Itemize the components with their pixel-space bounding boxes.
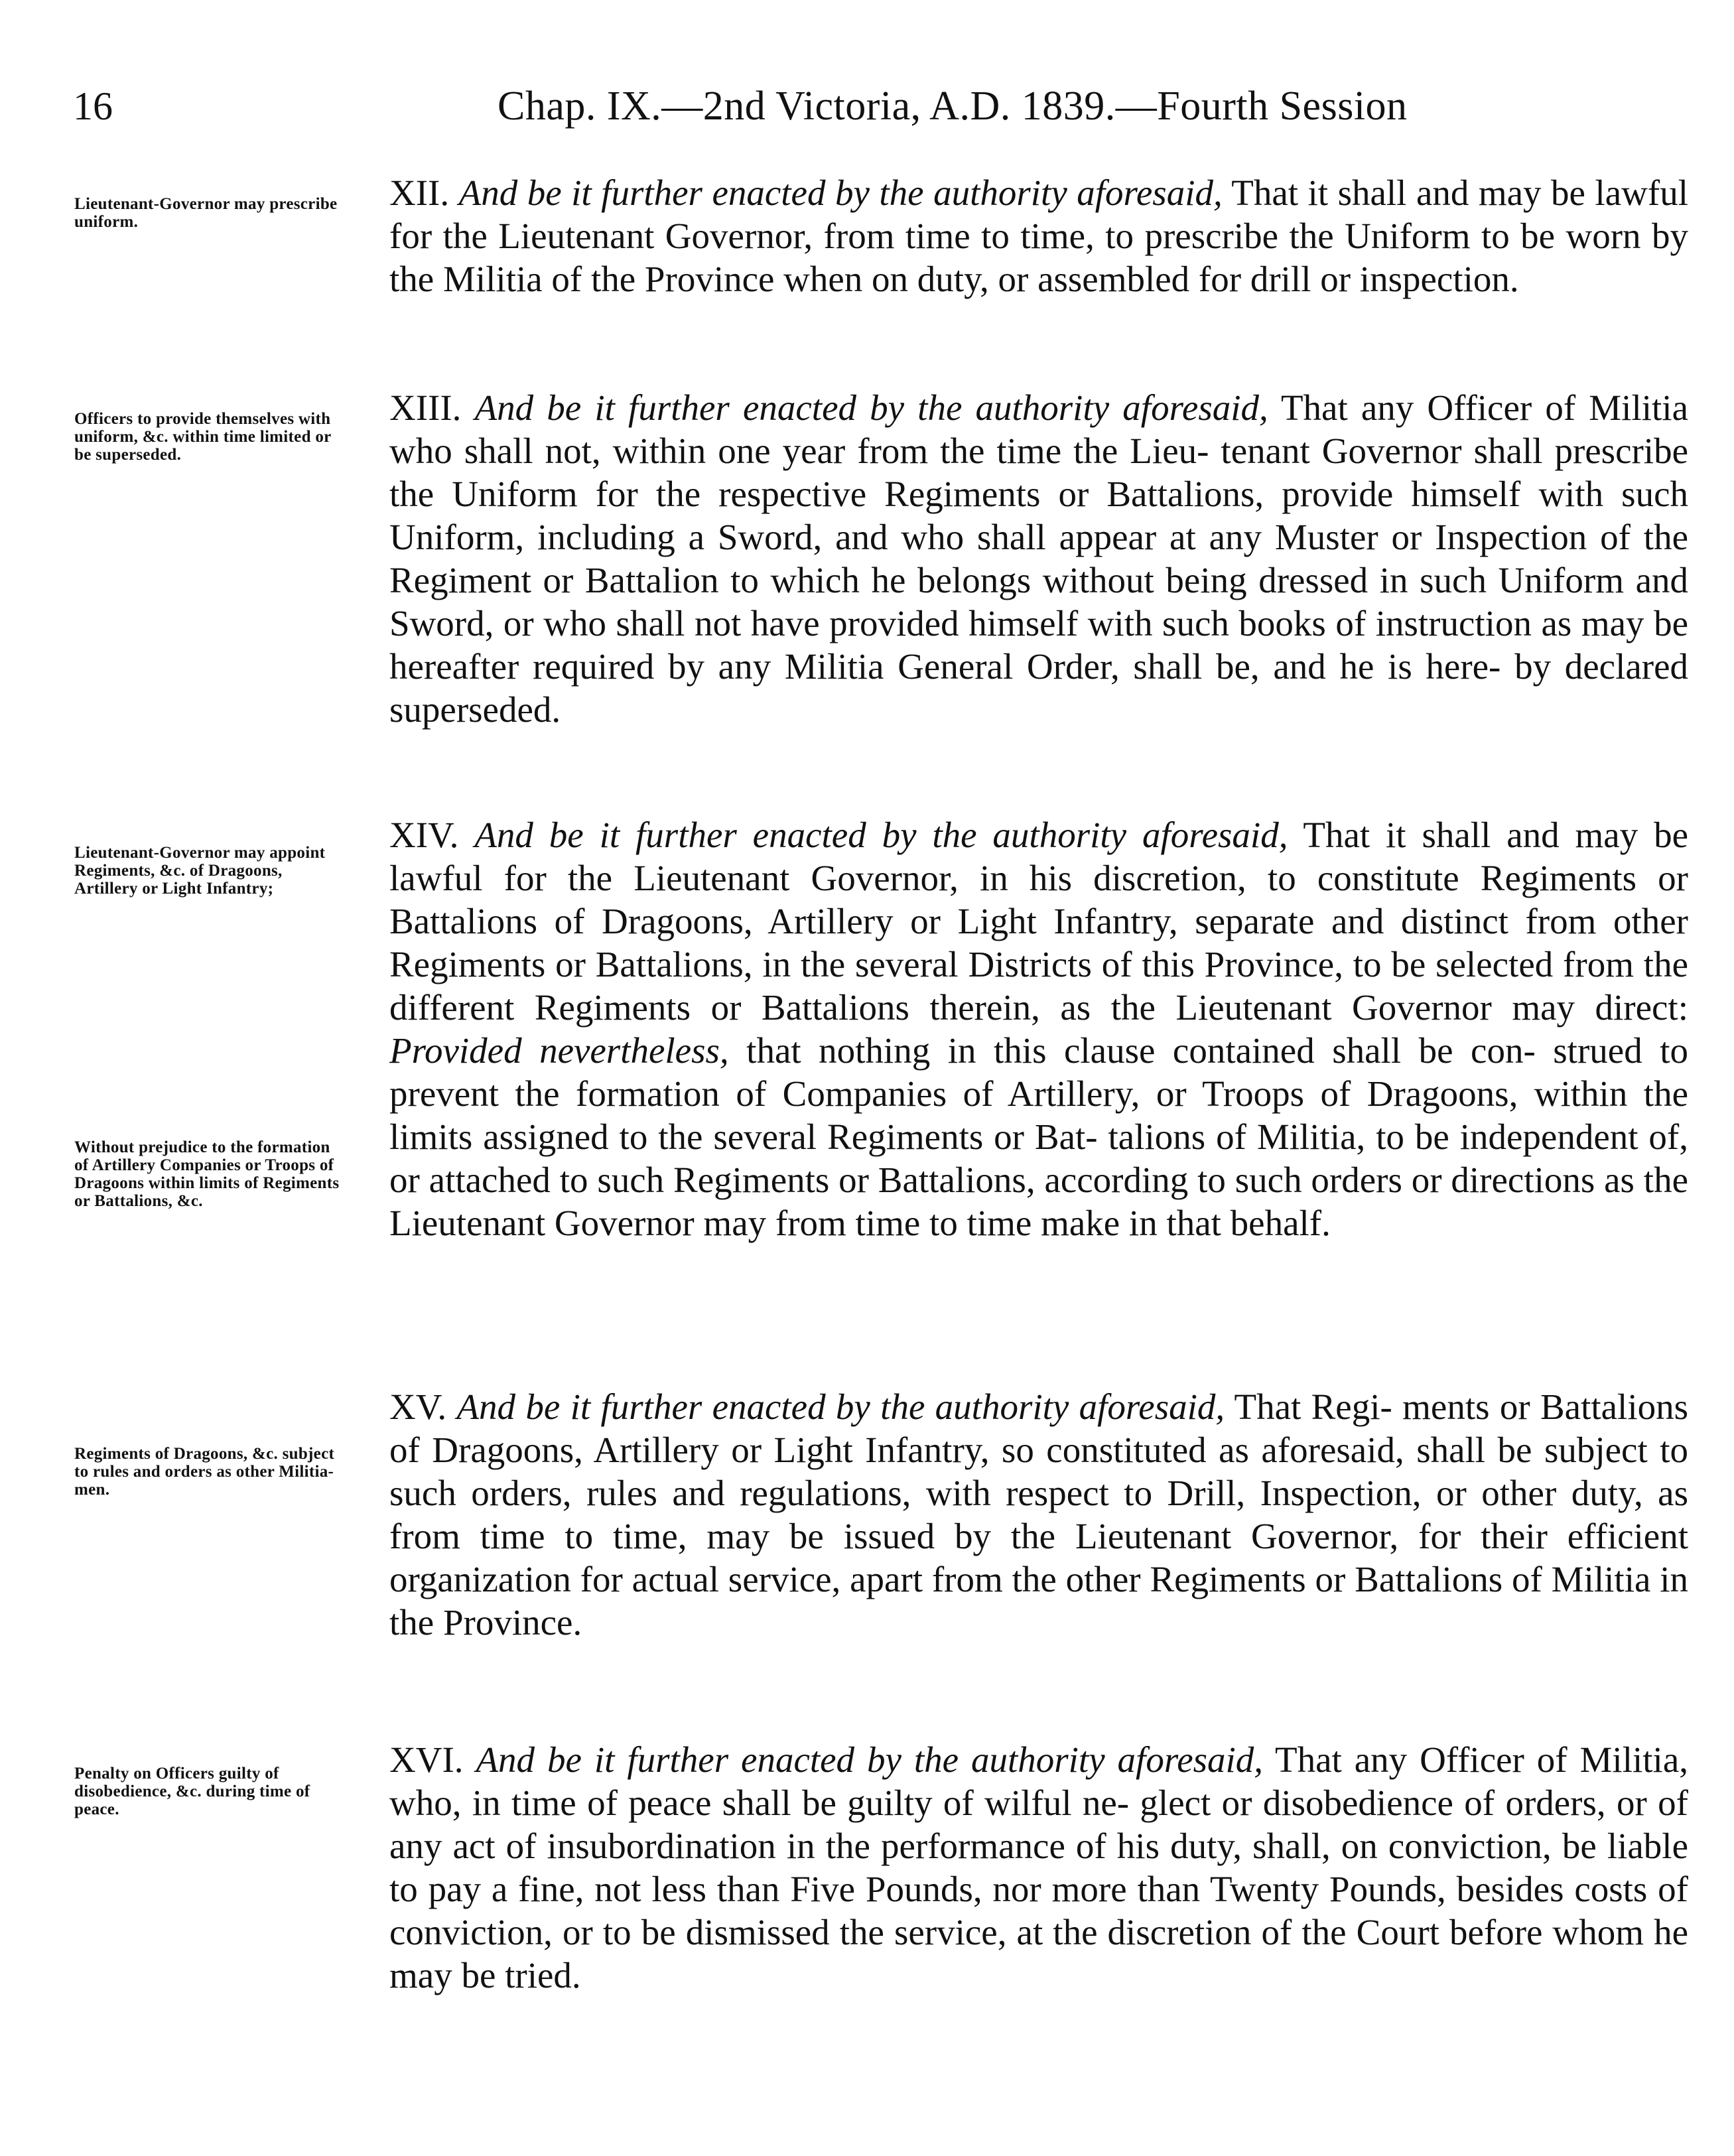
enacting-clause: And be it further enacted by the authority aforesaid, (474, 815, 1288, 855)
section-body: That it shall and may be lawful for the Lieutenant Governor, in his discretion, to constitute Regiments or Battalions of Dragoons, Artillery or Light Infantry, separate and distinct from other Regiments or Battalions, in the several Districts of this Province, to be selected from the different Regiments or Battalions therein, as the Lieutenant Governor may direct: (389, 815, 1688, 1028)
section-text (346, 1385, 1688, 1644)
section-text (346, 813, 1688, 1245)
page-number: 16 (73, 84, 113, 128)
margin-note: Penalty on Officers guilty of disobedience, &c. during time of peace. (74, 1765, 310, 1818)
section-number: XVI. (389, 1739, 464, 1780)
proviso: Provided nevertheless, (389, 1030, 729, 1071)
section-number: XIII. (389, 387, 462, 428)
enacting-clause: And be it further enacted by the authority aforesaid, (476, 1739, 1264, 1780)
section-number: XIV. (389, 815, 459, 855)
section-body-continued: that nothing in this clause contained shall be con- strued to prevent the formation of Companies of Artillery, or Troops of Dragoons, within the limits assigned to the several Regiments or Bat- talions of Militia, to be independent of, or attached to such Regiments or Battalions, according to such orders or directions as the Lieutenant Governor may from time to time make in that behalf. (389, 1030, 1688, 1243)
margin-note: Regiments of Dragoons, &c. subject to rules and orders as other Militia- men. (74, 1445, 335, 1499)
section-number: XV. (389, 1386, 447, 1427)
enacting-clause: And be it further enacted by the authority aforesaid, (458, 172, 1223, 213)
section-text (346, 386, 1688, 731)
section-text (346, 171, 1688, 301)
running-head: Chap. IX.—2nd Victoria, A.D. 1839.—Fourth Session (498, 84, 1408, 129)
section-text (346, 1738, 1688, 1997)
margin-note: Lieutenant-Governor may prescribe uniform. (74, 195, 338, 231)
enacting-clause: And be it further enacted by the authority aforesaid, (474, 387, 1268, 428)
margin-note: Officers to provide themselves with uniform, &c. within time limited or be superseded. (74, 410, 332, 464)
margin-note: Lieutenant-Governor may appoint Regiments, &c. of Dragoons, Artillery or Light Infantry; (74, 844, 326, 898)
section-number: XII. (389, 172, 450, 213)
section-body: That it shall and may be lawful for the Lieutenant Governor, from time to time, to prescribe the Uniform to be worn by the Militia of the Province when on duty, or assembled for drill or inspection. (389, 172, 1688, 299)
page-header (73, 80, 1641, 139)
section-body: That any Officer of Militia who shall not, within one year from the time the Lieu- tenant Governor shall prescribe the Uniform for the respective Regiments or Battalions, provide himself with such Uniform, including a Sword, and who shall appear at any Muster or Inspection of the Regiment or Battalion to which he belongs without being dressed in such Uniform and Sword, or who shall not have provided himself with such books of instruction as may be hereafter required by any Militia General Order, shall be, and he is here- by declared superseded. (389, 387, 1688, 730)
section-body: That Regi- ments or Battalions of Dragoons, Artillery or Light Infantry, so constituted as aforesaid, shall be subject to such orders, rules and regulations, with respect to Drill, Inspection, or other duty, as from time to time, may be issued by the Lieutenant Governor, for their efficient organization for actual service, apart from the other Regiments or Battalions of Militia in the Province. (389, 1386, 1689, 1643)
enacting-clause: And be it further enacted by the authority aforesaid, (456, 1386, 1225, 1427)
margin-note: Without prejudice to the formation of Artillery Companies or Troops of Dragoons within limits of Regiments or Battalions, &c. (74, 1138, 340, 1210)
section-body: That any Officer of Militia, who, in time of peace shall be guilty of wilful ne- glect or disobedience of orders, or of any act of insubordination in the performance of his duty, shall, on conviction, be liable to pay a fine, not less than Five Pounds, nor more than Twenty Pounds, besides costs of conviction, or to be dismissed the service, at the discretion of the Court before whom he may be tried. (389, 1739, 1688, 1995)
